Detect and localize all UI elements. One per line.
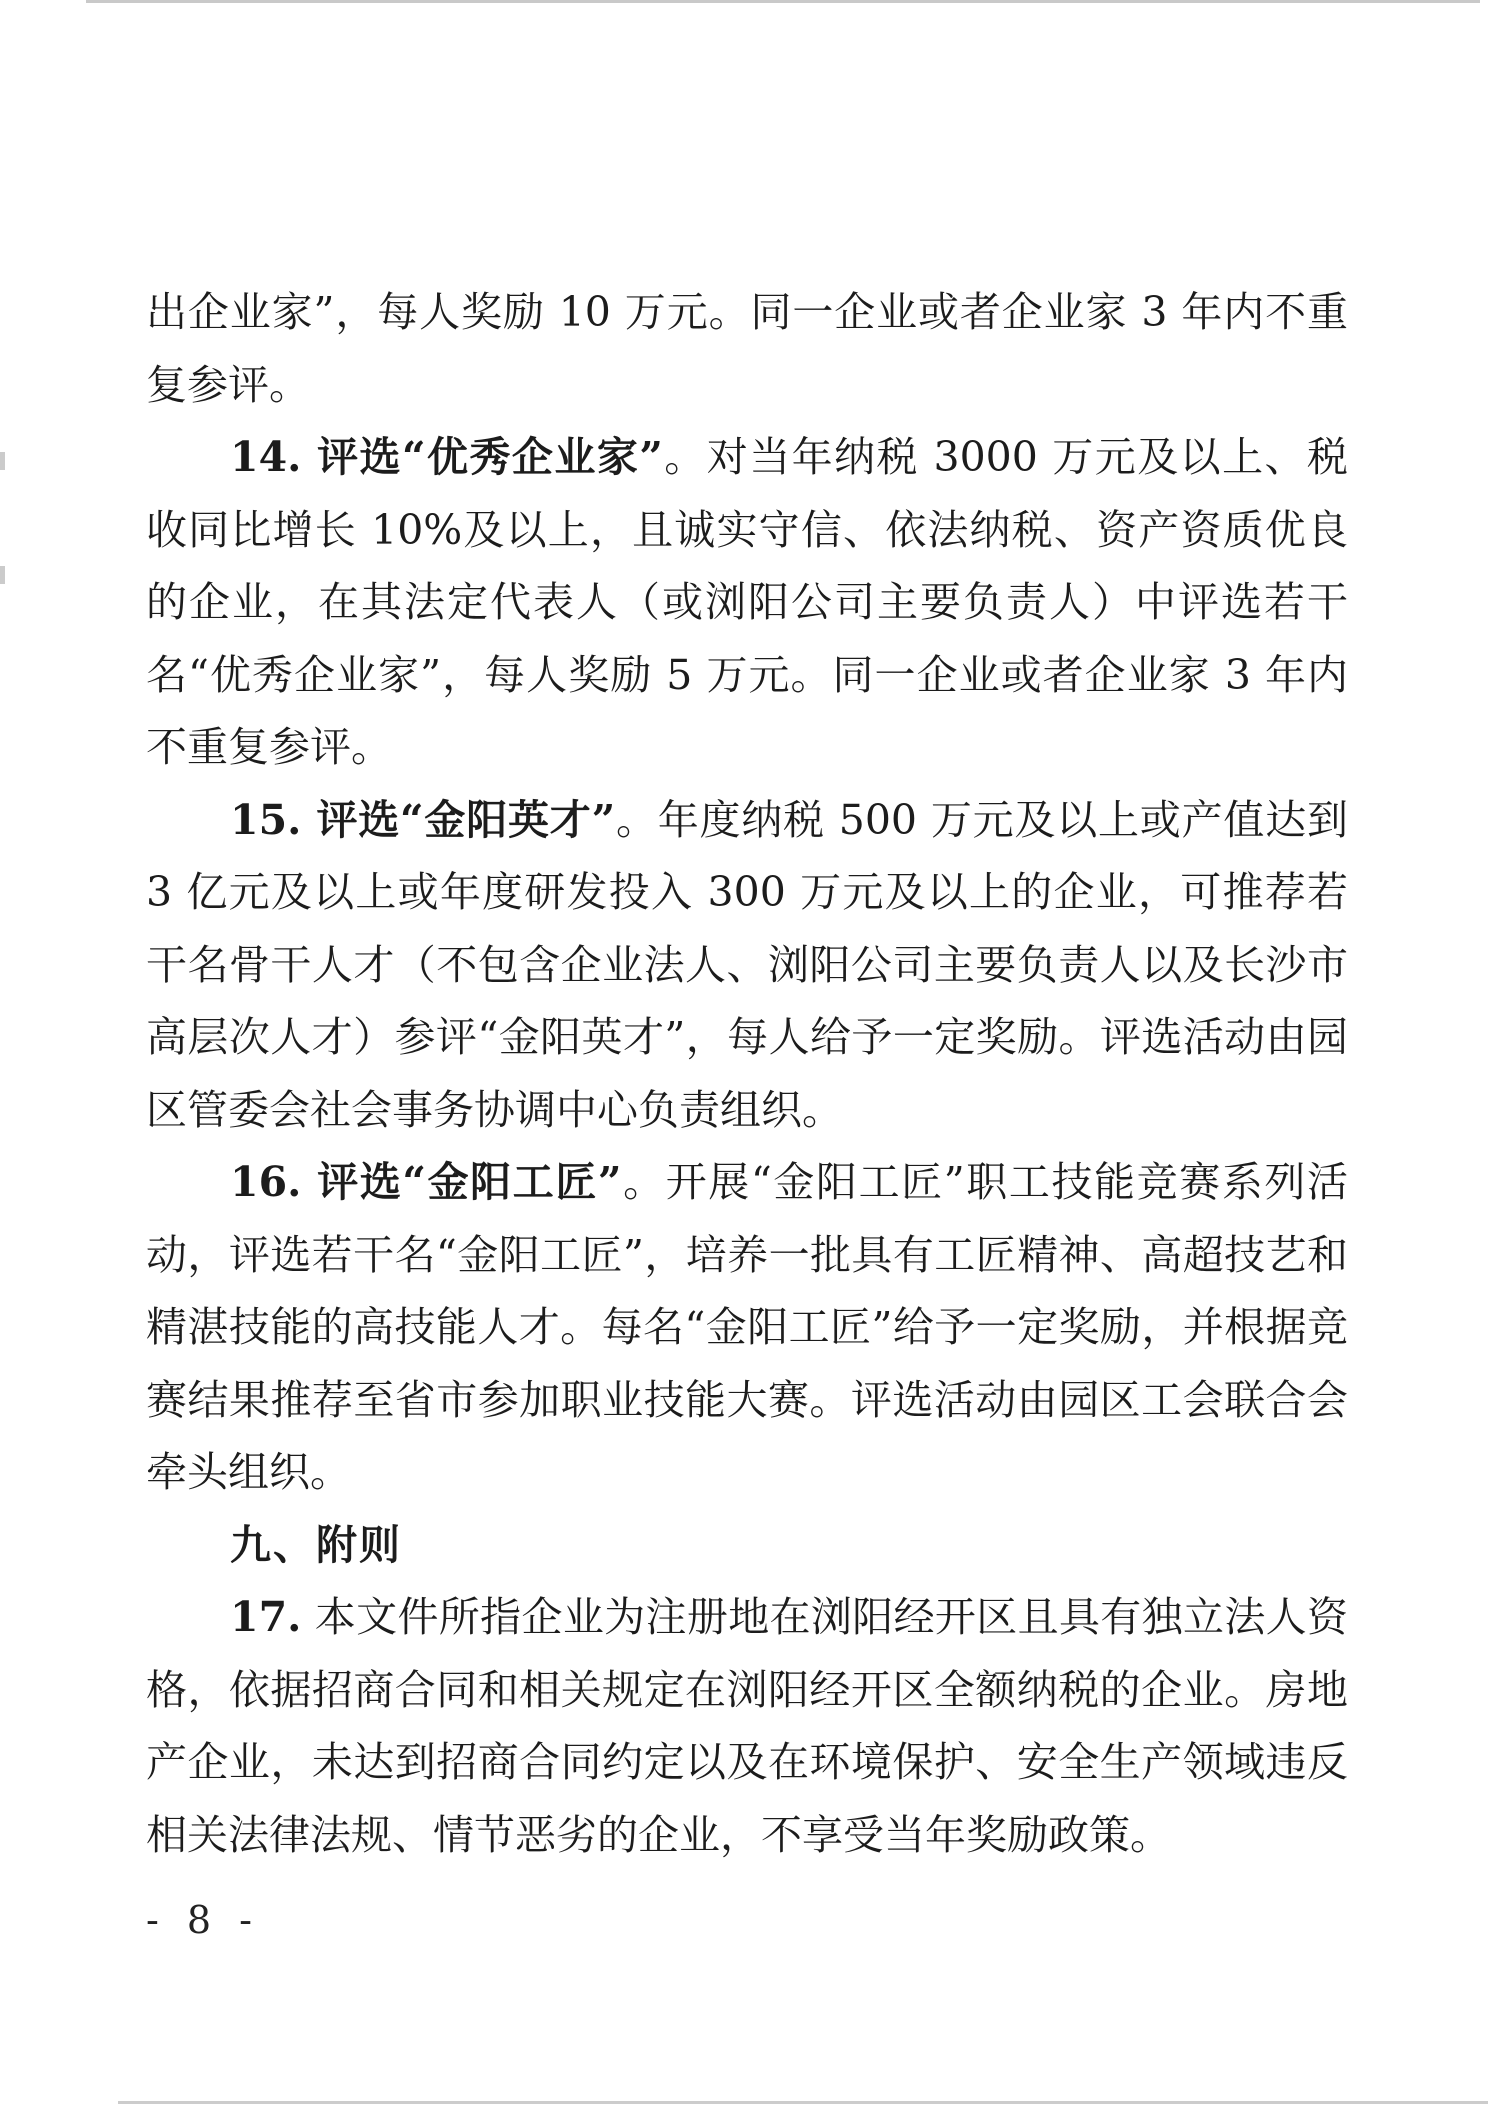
document-body — [146, 276, 1348, 1871]
paragraph-item-17 — [146, 1581, 1348, 1871]
paragraph-continuation: 出企业家”，每人奖励 10 万元。同一企业或者企业家 3 年内不重复参评。 — [146, 288, 1348, 409]
scan-artifact-left-tick — [0, 566, 5, 584]
scan-artifact-top-edge — [86, 0, 1480, 3]
item-15-body: 。年度纳税 500 万元及以上或产值达到 3 亿元及以上或年度研发投入 300 万元及以上的企业，可推荐若干名骨干人才（不包含企业法人、浏阳公司主要负责人以及长沙市高层次人才）参评“金阳英才”，每人给予一定奖励。评选活动由园区管委会社会事务协调中心负责组织。 — [146, 795, 1348, 1134]
paragraph-item-14 — [146, 421, 1348, 784]
page-number: - 8 - — [146, 1898, 261, 1942]
scan-artifact-left-tick — [0, 452, 5, 470]
item-16-lead: 16. 评选“金阳工匠” — [230, 1158, 622, 1206]
section-heading-appendix: 九、附则 — [230, 1521, 403, 1568]
item-17-lead: 17. — [230, 1593, 302, 1641]
item-17-body: 本文件所指企业为注册地在浏阳经开区且具有独立法人资格，依据招商合同和相关规定在浏阳经开区全额纳税的企业。房地产企业，未达到招商合同约定以及在环境保护、安全生产领域违反相关法律法规、情节恶劣的企业，不享受当年奖励政策。 — [146, 1593, 1348, 1859]
item-14-lead: 14. 评选“优秀企业家” — [230, 433, 663, 481]
paragraph-item-15 — [146, 784, 1348, 1147]
item-14-body: 。对当年纳税 3000 万元及以上、税收同比增长 10%及以上，且诚实守信、依法纳税、资产资质优良的企业，在其法定代表人（或浏阳公司主要负责人）中评选若干名“优秀企业家”，每人奖励 5 万元。同一企业或者企业家 3 年内不重复参评。 — [146, 433, 1348, 771]
item-15-lead: 15. 评选“金阳英才” — [230, 795, 616, 844]
item-16-body: 。开展“金阳工匠”职工技能竞赛系列活动，评选若干名“金阳工匠”，培养一批具有工匠精神、高超技艺和精湛技能的高技能人才。每名“金阳工匠”给予一定奖励，并根据竞赛结果推荐至省市参加职业技能大赛。评选活动由园区工会联合会牵头组织。 — [146, 1158, 1348, 1496]
paragraph-item-16 — [146, 1146, 1348, 1509]
